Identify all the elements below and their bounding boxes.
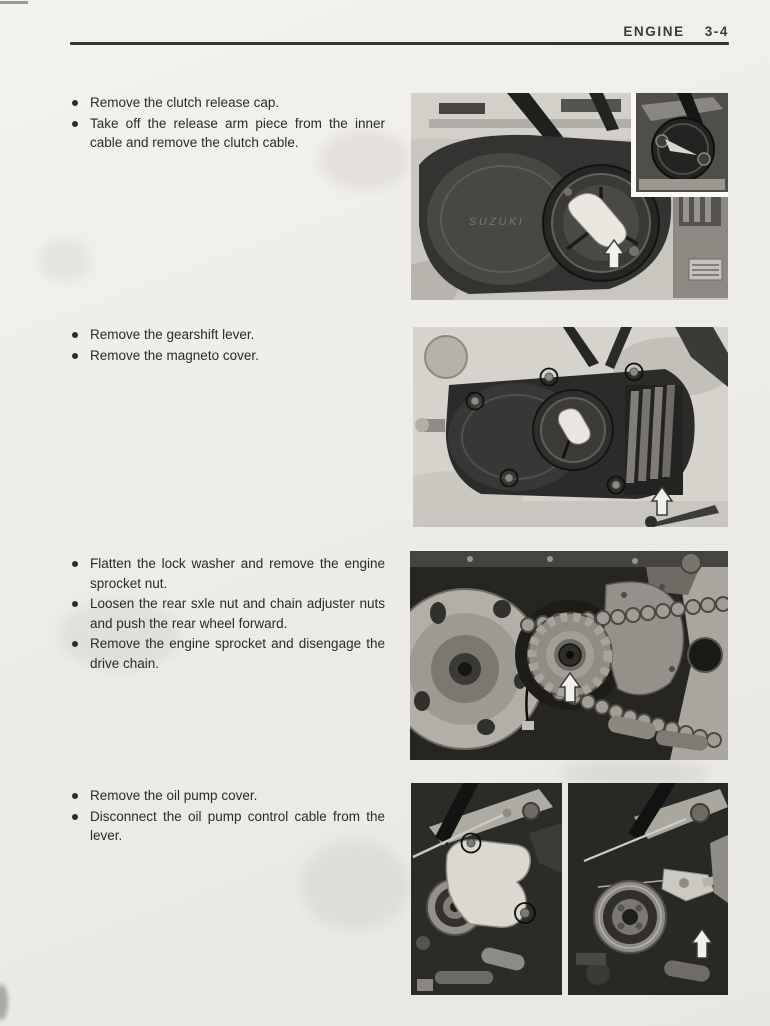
instruction-text: Remove the gearshift lever. (90, 327, 255, 342)
instruction-text: Remove the clutch release cap. (90, 95, 280, 110)
instruction-text: Flatten the lock washer and remove the engine sprocket nut. (90, 556, 385, 591)
bullet-dot-icon (72, 814, 78, 820)
air-cleaner-case (425, 336, 467, 378)
header-rule (70, 42, 729, 45)
photo-oil-pump-cover (411, 783, 562, 995)
photo-clutch-release-cap (411, 93, 728, 300)
instruction-text: Remove the engine sprocket and disengage the drive chain. (90, 636, 385, 671)
instruction-text: Loosen the rear sxle nut and chain adjuster nuts and push the rear wheel forward. (90, 596, 385, 631)
paper-stain (40, 240, 90, 280)
instruction-list-sprocket (70, 554, 385, 674)
case-hole (688, 638, 722, 672)
bullet-dot-icon (72, 601, 78, 607)
bullet-dot-icon (72, 332, 78, 338)
instruction-text: Disconnect the oil pump control cable from the lever. (90, 808, 385, 843)
instruction-item (70, 325, 385, 345)
engine-emblem: SUZUKI (469, 216, 525, 228)
instruction-item (70, 594, 385, 633)
instruction-item (70, 114, 385, 153)
instruction-item (70, 634, 385, 673)
instruction-item (70, 554, 385, 593)
bullet-dot-icon (72, 121, 78, 127)
instruction-list-magneto (70, 325, 385, 366)
bullet-dot-icon (72, 100, 78, 106)
instruction-list-oil-pump (70, 786, 385, 847)
photo-magneto-cover (413, 327, 728, 527)
instruction-item (70, 346, 385, 366)
bullet-dot-icon (72, 641, 78, 647)
scan-artifact (0, 1, 28, 4)
page-header (623, 24, 729, 39)
instruction-text: Remove the magneto cover. (90, 347, 259, 363)
scan-artifact (0, 984, 8, 1020)
photo-oil-pump-lever (568, 783, 728, 995)
bullet-dot-icon (72, 793, 78, 799)
photo-engine-sprocket (410, 551, 728, 760)
paper-stain (300, 840, 410, 930)
instruction-list-clutch (70, 93, 385, 154)
oil-pump (594, 881, 666, 953)
bullet-dot-icon (72, 353, 78, 359)
instruction-item (70, 93, 385, 113)
inset-photo-release-cap (631, 93, 728, 197)
instruction-text: Remove the oil pump cover. (90, 788, 258, 803)
page-number: 3-4 (704, 24, 729, 39)
bullet-dot-icon (72, 561, 78, 567)
instruction-item (70, 786, 385, 806)
instruction-text: Take off the release arm piece from the inner cable and remove the clutch cable. (90, 115, 385, 150)
crankcase-boss (604, 582, 683, 695)
chapter-title: ENGINE (623, 24, 685, 39)
instruction-item (70, 807, 385, 846)
